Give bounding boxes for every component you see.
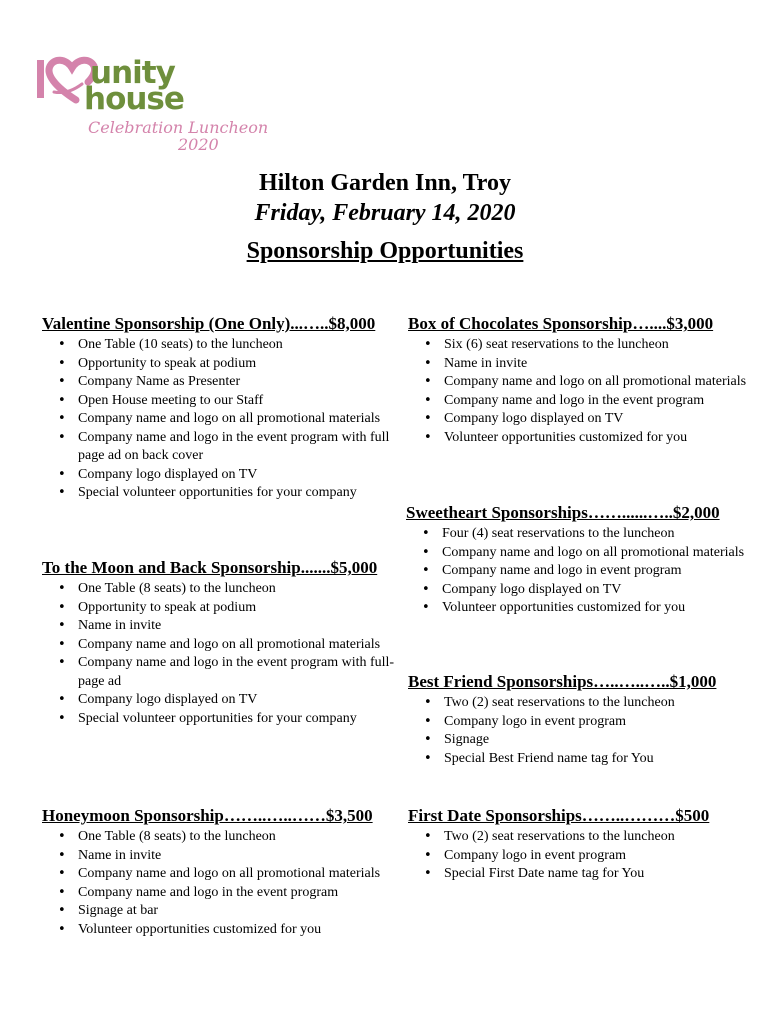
- list-item: • Two (2) seat reservations to the luncheon: [408, 828, 768, 847]
- list-item: • Name in invite: [42, 617, 402, 636]
- section-title: Valentine Sponsorship (One Only)...…..$8,000: [42, 314, 376, 333]
- section-title: Box of Chocolates Sponsorship…....$3,000: [408, 314, 714, 333]
- list-item: • Open House meeting to our Staff: [42, 392, 402, 411]
- list-item: • Name in invite: [408, 355, 768, 374]
- section-title: To the Moon and Back Sponsorship.......$5,000: [42, 558, 378, 577]
- page-header: [0, 168, 770, 266]
- best-friend-sponsorship-section: [408, 672, 768, 768]
- list-item: • Company logo in event program: [408, 847, 768, 866]
- list-item: • Company name and logo in the event program with full page ad on back cover: [42, 429, 402, 466]
- list-item: • One Table (10 seats) to the luncheon: [42, 336, 402, 355]
- list-item: • Opportunity to speak at podium: [42, 599, 402, 618]
- page-title: Sponsorship Opportunities: [246, 238, 524, 264]
- first-date-sponsorship-section: [408, 806, 768, 884]
- list-item: • Volunteer opportunities customized for you: [408, 429, 768, 448]
- list-item: • Company name and logo in the event program: [42, 884, 402, 903]
- list-item: • Company name and logo in the event program with full-page ad: [42, 654, 402, 691]
- benefit-list: [42, 336, 402, 503]
- list-item: • Company logo displayed on TV: [408, 410, 768, 429]
- list-item: • Company name and logo in event program: [406, 562, 766, 581]
- list-item: • Signage at bar: [42, 902, 402, 921]
- list-item: • Six (6) seat reservations to the luncheon: [408, 336, 768, 355]
- section-title: Best Friend Sponsorships…..…..…..$1,000: [408, 672, 717, 691]
- list-item: • Company name and logo on all promotional materials: [42, 410, 402, 429]
- list-item: • Special Best Friend name tag for You: [408, 750, 768, 769]
- section-title: Sweetheart Sponsorships……......…..$2,000: [406, 503, 720, 522]
- list-item: • Company logo displayed on TV: [42, 691, 402, 710]
- box-of-chocolates-section: [408, 314, 768, 447]
- list-item: • Name in invite: [42, 847, 402, 866]
- list-item: • Two (2) seat reservations to the luncheon: [408, 694, 768, 713]
- list-item: • Special volunteer opportunities for your company: [42, 484, 402, 503]
- logo-year: 2020: [178, 135, 219, 154]
- list-item: • One Table (8 seats) to the luncheon: [42, 828, 402, 847]
- list-item: • Volunteer opportunities customized for you: [406, 599, 766, 618]
- event-date: Friday, February 14, 2020: [254, 200, 516, 226]
- moon-sponsorship-section: [42, 558, 402, 728]
- list-item: • Company name and logo on all promotional materials: [42, 865, 402, 884]
- benefit-list: [408, 694, 768, 768]
- logo-word-house: house: [84, 81, 184, 117]
- section-title: First Date Sponsorships……..………$500: [408, 806, 710, 825]
- benefit-list: [408, 828, 768, 884]
- list-item: • Company logo displayed on TV: [406, 581, 766, 600]
- benefit-list: [42, 828, 402, 939]
- list-item: • Company Name as Presenter: [42, 373, 402, 392]
- benefit-list: [42, 580, 402, 728]
- list-item: • Special First Date name tag for You: [408, 865, 768, 884]
- logo-subtitle: Celebration Luncheon: [88, 118, 269, 137]
- list-item: • Company logo in event program: [408, 713, 768, 732]
- valentine-sponsorship-section: [42, 314, 402, 503]
- logo-word-unity: unity: [90, 55, 175, 91]
- list-item: • Four (4) seat reservations to the luncheon: [406, 525, 766, 544]
- benefit-list: [406, 525, 766, 618]
- list-item: • Signage: [408, 731, 768, 750]
- list-item: • Special volunteer opportunities for your company: [42, 710, 402, 729]
- list-item: • Volunteer opportunities customized for you: [42, 921, 402, 940]
- list-item: • Company name and logo on all promotional materials: [42, 636, 402, 655]
- section-title: Honeymoon Sponsorship……..…..……$3,500: [42, 806, 373, 825]
- list-item: • One Table (8 seats) to the luncheon: [42, 580, 402, 599]
- benefit-list: [408, 336, 768, 447]
- list-item: • Company name and logo in the event program: [408, 392, 768, 411]
- unity-house-logo: [34, 55, 269, 156]
- honeymoon-sponsorship-section: [42, 806, 402, 939]
- list-item: • Opportunity to speak at podium: [42, 355, 402, 374]
- list-item: • Company name and logo on all promotional materials: [408, 373, 768, 392]
- list-item: • Company logo displayed on TV: [42, 466, 402, 485]
- sweetheart-sponsorship-section: [406, 503, 766, 618]
- list-item: • Company name and logo on all promotional materials: [406, 544, 766, 563]
- venue-title: Hilton Garden Inn, Troy: [258, 170, 512, 196]
